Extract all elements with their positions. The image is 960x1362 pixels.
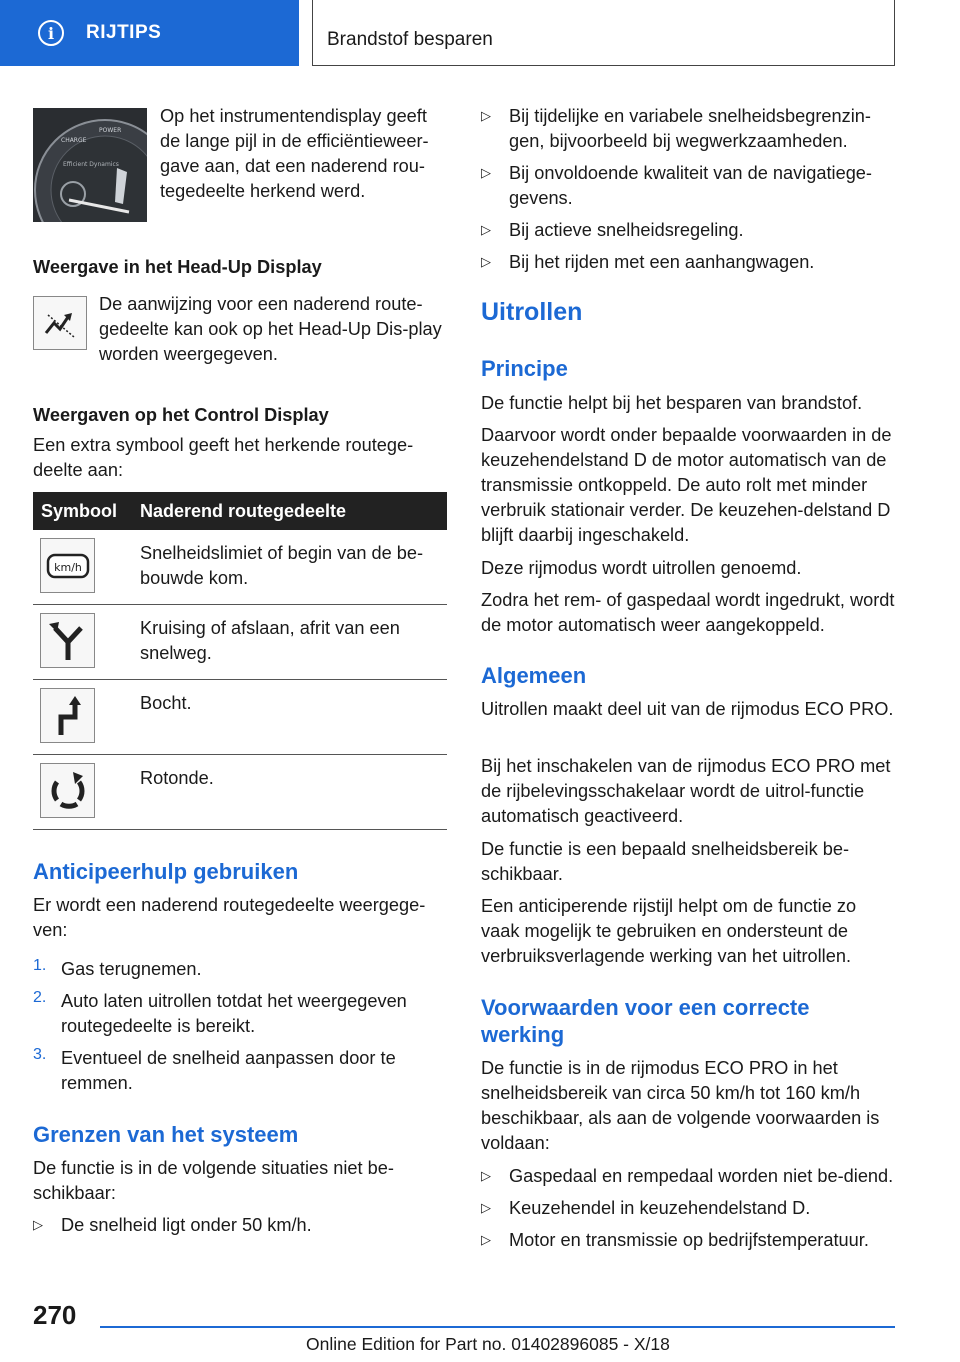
usage-heading: Anticipeerhulp gebruiken: [33, 859, 299, 884]
svg-text:POWER: POWER: [99, 127, 122, 134]
coast-heading: Uitrollen: [481, 298, 583, 326]
list-item: ▷ Bij tijdelijke en variabele snelheidsbegrenzin-gen, bijvoorbeeld bij wegwerkzaamheden.: [481, 104, 895, 154]
cd-heading: Weergaven op het Control Display: [33, 405, 329, 425]
limits-bullet: ▷ De snelheid ligt onder 50 km/h.: [33, 1213, 447, 1238]
table-header: [33, 492, 447, 530]
symbol-table: [33, 492, 447, 830]
curve-icon: [40, 688, 95, 743]
principle-p2: Daarvoor wordt onder bepaalde voorwaarden in de keuzehendelstand D de motor automatisch van de transmissie ontkoppeld. De auto rolt met minder verbruik stationair verder. De keuzehen-delstand D blijft daarbij ingeschakeld.: [481, 425, 892, 545]
list-item: ▷ Motor en transmissie op bedrijfstemperatuur.: [481, 1228, 895, 1253]
hud-route-icon: [33, 296, 87, 350]
table-cell-text: Bocht.: [140, 693, 192, 713]
usage-text: Er wordt een naderend routegedeelte weergege-ven:: [33, 895, 426, 940]
svg-text:km/h: km/h: [53, 560, 82, 574]
conditions-text: De functie is in de rijmodus ECO PRO in het snelheidsbereik van circa 50 km/h tot 160 km/h beschikbaar, als aan de volgende voorwaarden is voldaan:: [481, 1058, 880, 1153]
conditions-heading: Voorwaarden voor een correcte werking: [481, 995, 810, 1047]
hud-heading: Weergave in het Head-Up Display: [33, 257, 322, 277]
step-text: Eventueel de snelheid aanpassen door te remmen.: [61, 1048, 396, 1093]
general-p4: Een anticiperende rijstijl helpt om de functie zo vaak mogelijk te gebruiken en ondersteunt de verbruiksverlagende werking van het uitrollen.: [481, 896, 857, 966]
table-row: [33, 530, 447, 605]
info-icon: i: [38, 20, 64, 46]
principle-p4: Zodra het rem- of gaspedaal wordt ingedrukt, wordt de motor automatisch weer aangekoppeld.: [481, 590, 895, 635]
list-item: [33, 957, 447, 982]
list-item: [33, 989, 447, 1039]
list-item: ▷ Bij actieve snelheidsregeling.: [481, 218, 895, 243]
table-row: [33, 680, 447, 755]
table-col-symbol: Symbool: [41, 500, 118, 521]
list-item: ▷ Gaspedaal en rempedaal worden niet be-diend.: [481, 1164, 895, 1189]
limits-list: [481, 104, 895, 275]
general-p1: Uitrollen maakt deel uit van de rijmodus ECO PRO.: [481, 699, 894, 719]
footer-divider: [100, 1326, 895, 1328]
section-label: RIJTIPS: [86, 22, 162, 43]
table-cell-text: Kruising of afslaan, afrit van een snelweg.: [140, 618, 400, 663]
junction-icon: [40, 613, 95, 668]
table-col-route: Naderend routegedeelte: [140, 500, 347, 521]
conditions-list: [481, 1164, 895, 1253]
page-number: 270: [33, 1300, 77, 1330]
step-text: Auto laten uitrollen totdat het weergegeven routegedeelte is bereikt.: [61, 991, 407, 1036]
table-cell-text: Snelheidslimiet of begin van de be-bouwde kom.: [140, 543, 424, 588]
general-p2: Bij het inschakelen van de rijmodus ECO PRO met de rijbelevingsschakelaar wordt de uitrol-functie automatisch geactiveerd.: [481, 756, 891, 826]
cd-text: Een extra symbool geeft het herkende routege-deelte aan:: [33, 435, 414, 480]
svg-text:CHARGE: CHARGE: [61, 137, 87, 144]
svg-text:Efficient Dynamics: Efficient Dynamics: [63, 161, 119, 168]
list-item: ▷ Bij het rijden met een aanhangwagen.: [481, 250, 895, 275]
intro-text: Op het instrumentendisplay geeft de lange pijl in de efficiëntieweer-gave aan, dat een naderend rou-tegedeelte herkend werd.: [160, 106, 429, 201]
limits-text: De functie is in de volgende situaties niet be-schikbaar:: [33, 1158, 394, 1203]
hud-text: De aanwijzing voor een naderend route-gedeelte kan ook op het Head-Up Dis-play worden weergegeven.: [99, 294, 442, 364]
list-item: ▷ Bij onvoldoende kwaliteit van de navigatiege-gevens.: [481, 161, 895, 211]
principle-p3: Deze rijmodus wordt uitrollen genoemd.: [481, 558, 802, 578]
table-row: [33, 605, 447, 680]
table-row: [33, 755, 447, 830]
principle-heading: Principe: [481, 356, 568, 381]
instrument-cluster-image: [33, 108, 147, 222]
general-heading: Algemeen: [481, 663, 587, 688]
list-item: [33, 1046, 447, 1096]
chapter-title: Brandstof besparen: [327, 29, 493, 50]
speed-limit-icon: [40, 538, 95, 593]
principle-p1: De functie helpt bij het besparen van brandstof.: [481, 393, 863, 413]
roundabout-icon: [40, 763, 95, 818]
step-number: 1.: [33, 957, 47, 974]
list-item: ▷ Keuzehendel in keuzehendelstand D.: [481, 1196, 895, 1221]
limits-heading: Grenzen van het systeem: [33, 1122, 299, 1147]
steps-list: [33, 957, 447, 1096]
step-number: 2.: [33, 989, 47, 1006]
general-p3: De functie is een bepaald snelheidsbereik be-schikbaar.: [481, 839, 850, 884]
footer-edition: Online Edition for Part no. 01402896085 - X/18: [306, 1334, 670, 1354]
step-number: 3.: [33, 1046, 47, 1063]
step-text: Gas terugnemen.: [61, 959, 202, 979]
table-cell-text: Rotonde.: [140, 768, 214, 788]
